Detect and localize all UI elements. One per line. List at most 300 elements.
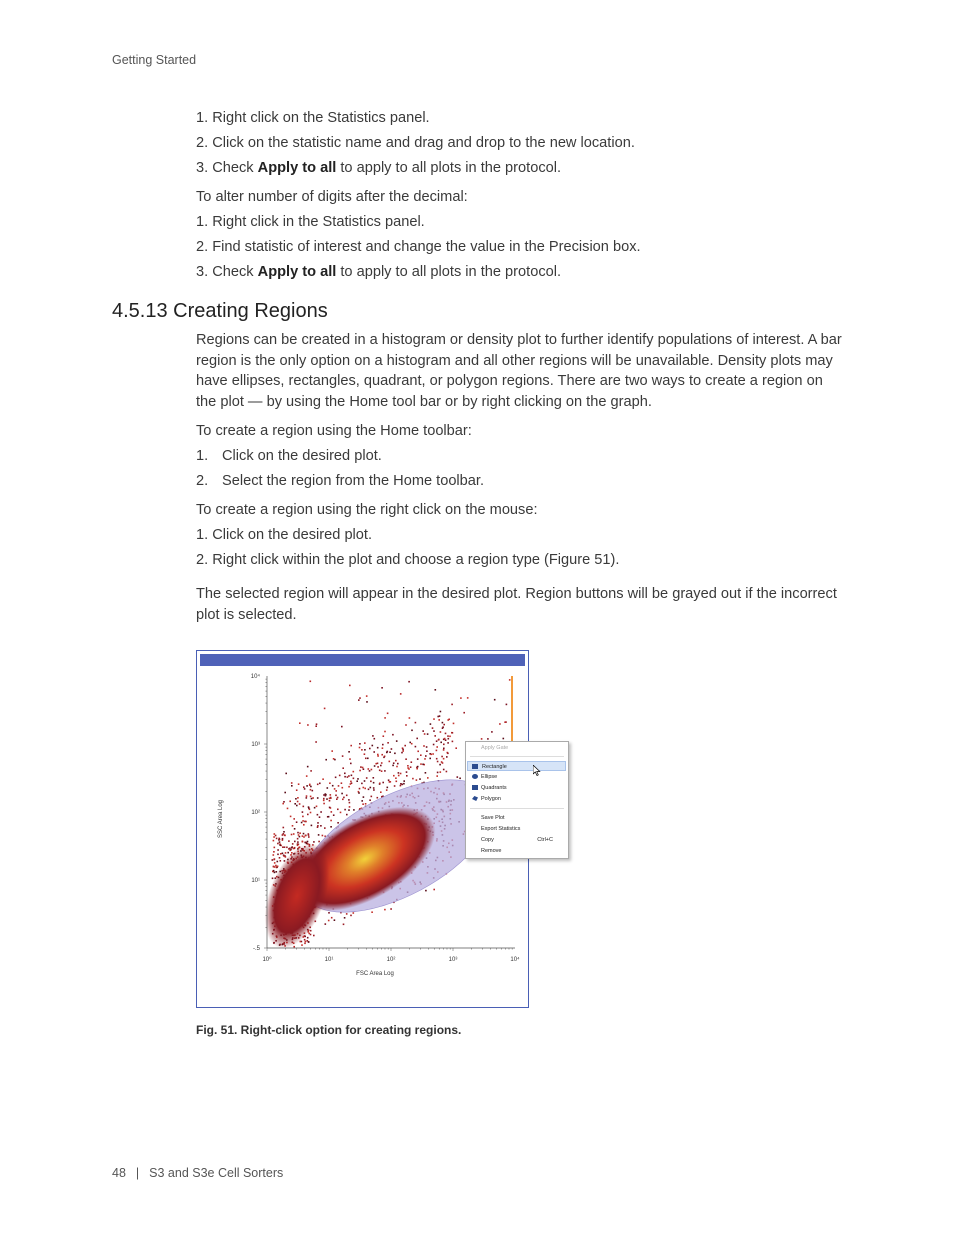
event-dot — [402, 750, 404, 752]
event-dot — [373, 789, 375, 791]
event-dot — [451, 704, 453, 706]
event-dot — [285, 773, 287, 775]
event-dot — [359, 697, 361, 699]
event-dot — [325, 759, 327, 761]
event-dot — [318, 841, 320, 843]
event-dot — [400, 693, 402, 695]
event-dot — [373, 782, 375, 784]
event-dot — [503, 738, 505, 740]
event-dot — [329, 798, 331, 800]
event-dot — [310, 786, 312, 788]
event-dot — [346, 814, 348, 816]
event-dot — [328, 816, 330, 818]
event-dot — [397, 763, 399, 765]
event-dot — [310, 681, 312, 683]
event-dot — [284, 792, 286, 794]
event-dot — [440, 711, 442, 713]
event-dot — [366, 777, 368, 779]
x-tick-label: 10² — [386, 957, 396, 963]
event-dot — [368, 789, 370, 791]
event-dot — [415, 746, 417, 748]
event-dot — [341, 793, 343, 795]
event-dot — [361, 749, 363, 751]
event-dot — [330, 820, 332, 822]
event-dot — [506, 704, 508, 706]
event-dot — [287, 852, 289, 854]
mouse-intro: To create a region using the right click on the mouse: — [196, 502, 538, 518]
event-dot — [415, 722, 417, 724]
event-dot — [429, 758, 431, 760]
event-dot — [398, 775, 400, 777]
event-dot — [344, 776, 346, 778]
mouse-cursor-icon — [533, 765, 541, 776]
event-dot — [386, 752, 388, 754]
event-dot — [304, 788, 306, 790]
menu-item-copy[interactable]: Copy Ctrl+C — [481, 837, 553, 843]
event-dot — [381, 762, 383, 764]
event-dot — [273, 851, 275, 853]
event-dot — [377, 754, 379, 756]
event-dot — [412, 778, 414, 780]
event-dot — [289, 850, 291, 852]
event-dot — [361, 783, 363, 785]
event-dot — [303, 836, 305, 838]
event-dot — [274, 872, 276, 874]
event-dot — [379, 783, 381, 785]
event-dot — [317, 822, 319, 824]
y-tick-label: -.5 — [252, 946, 260, 952]
event-dot — [427, 733, 429, 735]
event-dot — [307, 814, 309, 816]
event-dot — [297, 845, 299, 847]
event-dot — [370, 787, 372, 789]
event-dot — [272, 859, 274, 861]
event-dot — [293, 818, 295, 820]
event-dot — [381, 770, 383, 772]
x-tick-label: 10⁴ — [510, 957, 520, 963]
event-dot — [353, 912, 355, 914]
event-dot — [417, 751, 419, 753]
event-dot — [372, 745, 374, 747]
event-dot — [302, 841, 304, 843]
event-dot — [438, 739, 440, 741]
menu-separator — [470, 808, 564, 809]
toolbar-step-2: 2. Select the region from the Home toolbar. — [196, 473, 485, 489]
digits-step-2: 2. Find statistic of interest and change the value in the Precision box. — [196, 239, 641, 255]
event-dot — [348, 775, 350, 777]
event-dot — [437, 772, 439, 774]
event-dot — [362, 767, 364, 769]
event-dot — [361, 800, 363, 802]
event-dot — [384, 909, 386, 911]
event-dot — [347, 776, 349, 778]
menu-separator — [470, 756, 564, 757]
event-dot — [293, 848, 295, 850]
event-dot — [351, 782, 353, 784]
event-dot — [307, 724, 309, 726]
event-dot — [377, 755, 379, 757]
event-dot — [308, 933, 310, 935]
event-dot — [282, 839, 284, 841]
event-dot — [491, 731, 493, 733]
event-dot — [308, 836, 310, 838]
event-dot — [440, 742, 442, 744]
event-dot — [323, 794, 325, 796]
event-dot — [348, 751, 350, 753]
event-dot — [457, 776, 459, 778]
event-dot — [440, 731, 442, 733]
event-dot — [283, 801, 285, 803]
event-dot — [334, 788, 336, 790]
event-dot — [373, 777, 375, 779]
event-dot — [339, 775, 341, 777]
event-dot — [408, 768, 410, 770]
event-dot — [406, 771, 408, 773]
event-dot — [401, 752, 403, 754]
event-dot — [279, 841, 281, 843]
event-dot — [313, 841, 315, 843]
event-dot — [481, 738, 483, 740]
event-dot — [302, 816, 304, 818]
event-dot — [310, 770, 312, 772]
event-dot — [405, 724, 407, 726]
regions-paragraph: Regions can be created in a histogram or density plot to further identify populations of interest. A bar region is the only option on a histogram and all other regions will be unavailable. Density plots may have ellipses, rectangles, quadrant, or polygon regions. There are two ways to create a region on the plot — by using the Home tool bar or by right clicking on the graph. — [196, 332, 842, 410]
event-dot — [327, 787, 329, 789]
event-dot — [291, 782, 293, 784]
event-dot — [364, 749, 366, 751]
event-dot — [292, 843, 294, 845]
event-dot — [403, 783, 405, 785]
menu-item-rectangle[interactable]: Rectangle — [467, 761, 566, 771]
event-dot — [333, 758, 335, 760]
event-dot — [441, 756, 443, 758]
document-title: S3 and S3e Cell Sorters — [149, 1166, 284, 1180]
event-dot — [305, 835, 307, 837]
menu-item-export-statistics[interactable]: Export Statistics — [481, 826, 521, 832]
event-dot — [286, 847, 288, 849]
event-dot — [297, 832, 299, 834]
figure-caption: Fig. 51. Right-click option for creating regions. — [196, 1023, 462, 1037]
event-dot — [324, 708, 326, 710]
event-dot — [396, 766, 398, 768]
event-dot — [509, 679, 511, 681]
x-tick-label: 10⁰ — [262, 957, 272, 963]
event-dot — [349, 806, 351, 808]
y-axis-label: SSC Area Log — [218, 799, 224, 839]
event-dot — [344, 917, 346, 919]
event-dot — [346, 795, 348, 797]
event-dot — [381, 687, 383, 689]
event-dot — [297, 841, 299, 843]
event-dot — [442, 762, 444, 764]
event-dot — [324, 827, 326, 829]
event-dot — [395, 760, 397, 762]
event-dot — [365, 803, 367, 805]
event-dot — [442, 722, 444, 724]
event-dot — [410, 766, 412, 768]
event-dot — [299, 832, 301, 834]
menu-item-polygon[interactable]: Polygon — [481, 794, 501, 804]
event-dot — [312, 797, 314, 799]
digits-step-3: 3. Check Apply to all to apply to all plots in the protocol. — [196, 264, 562, 280]
event-dot — [364, 742, 366, 744]
event-dot — [443, 724, 445, 726]
event-dot — [404, 745, 406, 747]
event-dot — [359, 747, 361, 749]
event-dot — [416, 779, 418, 781]
event-dot — [363, 768, 365, 770]
event-dot — [417, 758, 419, 760]
event-dot — [448, 738, 450, 740]
event-dot — [301, 944, 303, 946]
event-dot — [363, 787, 365, 789]
event-dot — [499, 723, 501, 725]
event-dot — [447, 735, 449, 737]
event-dot — [447, 742, 449, 744]
event-dot — [377, 747, 379, 749]
event-dot — [279, 857, 281, 859]
event-dot — [294, 803, 296, 805]
event-dot — [280, 860, 282, 862]
y-tick-label: 10¹ — [251, 878, 260, 884]
event-dot — [342, 799, 344, 801]
event-dot — [420, 754, 422, 756]
event-dot — [435, 689, 437, 691]
event-dot — [408, 681, 410, 683]
event-dot — [319, 783, 321, 785]
rectangle-icon — [472, 764, 478, 769]
event-dot — [448, 719, 450, 721]
intro-step-3: 3. Check Apply to all to apply to all plots in the protocol. — [196, 160, 562, 176]
toolbar-step-1: 1. Click on the desired plot. — [196, 448, 382, 464]
event-dot — [340, 812, 342, 814]
event-dot — [426, 746, 428, 748]
event-dot — [400, 785, 402, 787]
event-dot — [279, 844, 281, 846]
event-dot — [307, 766, 309, 768]
event-dot — [504, 721, 506, 723]
event-dot — [299, 803, 301, 805]
event-dot — [337, 822, 339, 824]
event-dot — [419, 778, 421, 780]
event-dot — [380, 765, 382, 767]
event-dot — [333, 814, 335, 816]
event-dot — [350, 745, 352, 747]
event-dot — [296, 789, 298, 791]
x-axis-label: FSC Area Log — [356, 971, 394, 977]
event-dot — [382, 744, 384, 746]
intro-step-1: 1. Right click on the Statistics panel. — [196, 110, 430, 126]
event-dot — [406, 775, 408, 777]
event-dot — [303, 824, 305, 826]
event-dot — [304, 842, 306, 844]
event-dot — [303, 806, 305, 808]
event-dot — [323, 803, 325, 805]
event-dot — [325, 794, 327, 796]
event-dot — [293, 946, 295, 948]
event-dot — [294, 828, 296, 830]
event-dot — [430, 754, 432, 756]
event-dot — [409, 742, 411, 744]
event-dot — [283, 831, 285, 833]
event-dot — [411, 730, 413, 732]
event-dot — [411, 761, 413, 763]
menu-item-remove[interactable]: Remove — [481, 848, 502, 854]
event-dot — [358, 699, 360, 701]
event-dot — [444, 738, 446, 740]
event-dot — [459, 778, 461, 780]
event-dot — [371, 769, 373, 771]
event-dot — [288, 848, 290, 850]
event-dot — [336, 798, 338, 800]
event-dot — [344, 809, 346, 811]
event-dot — [303, 833, 305, 835]
event-dot — [351, 775, 353, 777]
event-dot — [382, 782, 384, 784]
event-dot — [436, 775, 438, 777]
event-dot — [307, 841, 309, 843]
event-dot — [294, 841, 296, 843]
event-dot — [273, 854, 275, 856]
event-dot — [424, 733, 426, 735]
event-dot — [369, 770, 371, 772]
menu-item-ellipse[interactable]: Ellipse — [481, 772, 497, 782]
event-dot — [282, 846, 284, 848]
event-dot — [317, 784, 319, 786]
event-dot — [377, 766, 379, 768]
menu-item-quadrants[interactable]: Quadrants — [481, 783, 507, 793]
event-dot — [433, 744, 435, 746]
event-dot — [427, 777, 429, 779]
event-dot — [297, 797, 299, 799]
event-dot — [314, 807, 316, 809]
event-dot — [277, 854, 279, 856]
menu-item-save-plot[interactable]: Save Plot — [481, 815, 505, 821]
event-dot — [392, 765, 394, 767]
event-dot — [289, 801, 291, 803]
event-dot — [277, 866, 279, 868]
event-dot — [433, 889, 435, 891]
digits-step-1: 1. Right click in the Statistics panel. — [196, 214, 425, 230]
event-dot — [389, 781, 391, 783]
event-dot — [383, 735, 385, 737]
event-dot — [445, 733, 447, 735]
event-dot — [277, 849, 279, 851]
event-dot — [445, 739, 447, 741]
intro-step-2: 2. Click on the statistic name and drag and drop to the new location. — [196, 135, 635, 151]
event-dot — [285, 856, 287, 858]
event-dot — [274, 862, 276, 864]
event-dot — [330, 826, 332, 828]
context-menu — [465, 741, 569, 859]
event-dot — [400, 783, 402, 785]
event-dot — [494, 699, 496, 701]
event-dot — [395, 777, 397, 779]
event-dot — [309, 784, 311, 786]
digits-intro: To alter number of digits after the decimal: — [196, 189, 468, 205]
event-dot — [310, 789, 312, 791]
event-dot — [434, 735, 436, 737]
event-dot — [366, 701, 368, 703]
event-dot — [305, 821, 307, 823]
event-dot — [443, 744, 445, 746]
event-dot — [338, 785, 340, 787]
event-dot — [277, 861, 279, 863]
event-dot — [400, 773, 402, 775]
event-dot — [308, 807, 310, 809]
event-dot — [305, 941, 307, 943]
event-dot — [304, 939, 306, 941]
event-dot — [280, 853, 282, 855]
event-dot — [425, 772, 427, 774]
event-dot — [316, 723, 318, 725]
event-dot — [438, 719, 440, 721]
event-dot — [343, 924, 345, 926]
event-dot — [273, 859, 275, 861]
event-dot — [277, 843, 279, 845]
event-dot — [299, 836, 301, 838]
event-dot — [364, 753, 366, 755]
event-dot — [346, 913, 348, 915]
event-dot — [384, 717, 386, 719]
event-dot — [369, 748, 371, 750]
event-dot — [433, 718, 435, 720]
event-dot — [382, 747, 384, 749]
event-dot — [363, 796, 365, 798]
event-dot — [299, 722, 301, 724]
event-dot — [436, 758, 438, 760]
event-dot — [353, 809, 355, 811]
event-dot — [443, 749, 445, 751]
x-tick-label: 10³ — [448, 957, 458, 963]
event-dot — [407, 765, 409, 767]
event-dot — [310, 812, 312, 814]
event-dot — [311, 825, 313, 827]
event-dot — [304, 943, 306, 945]
event-dot — [443, 748, 445, 750]
event-dot — [392, 734, 394, 736]
menu-item-apply-gate: Apply Gate — [481, 745, 509, 751]
event-dot — [282, 853, 284, 855]
event-dot — [396, 781, 398, 783]
event-dot — [374, 765, 376, 767]
event-dot — [422, 730, 424, 732]
event-dot — [306, 795, 308, 797]
event-dot — [348, 799, 350, 801]
event-dot — [409, 717, 411, 719]
event-dot — [337, 797, 339, 799]
event-dot — [405, 758, 407, 760]
event-dot — [316, 806, 318, 808]
event-dot — [487, 738, 489, 740]
event-dot — [341, 726, 343, 728]
event-dot — [359, 743, 361, 745]
event-dot — [366, 695, 368, 697]
event-dot — [341, 782, 343, 784]
event-dot — [285, 852, 287, 854]
event-dot — [306, 775, 308, 777]
event-dot — [374, 738, 376, 740]
y-tick-label: 10² — [251, 810, 260, 816]
selected-region-paragraph: The selected region will appear in the desired plot. Region buttons will be grayed out if the incorrect plot is selected. — [196, 586, 837, 623]
ellipse-icon — [472, 774, 478, 779]
event-dot — [342, 787, 344, 789]
event-dot — [369, 799, 371, 801]
event-dot — [275, 865, 277, 867]
event-dot — [381, 754, 383, 756]
event-dot — [356, 780, 358, 782]
event-dot — [371, 911, 373, 913]
